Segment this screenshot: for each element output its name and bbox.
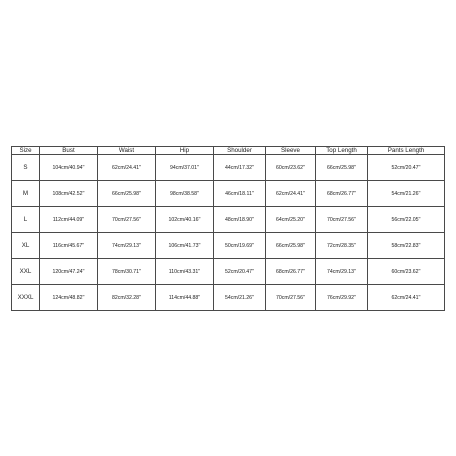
sleeve-cell: 60cm/23.62'': [266, 155, 316, 181]
top-length-cell: 72cm/28.35'': [316, 233, 368, 259]
header-size: Size: [12, 147, 40, 155]
header-sleeve: Sleeve: [266, 147, 316, 155]
bust-cell: 104cm/40.94'': [40, 155, 98, 181]
table-row: [12, 207, 445, 233]
header-shoulder: Shoulder: [214, 147, 266, 155]
shoulder-cell: 54cm/21.26'': [214, 285, 266, 311]
pants-length-cell: 62cm/24.41'': [368, 285, 445, 311]
header-hip: Hip: [156, 147, 214, 155]
table-row: [12, 155, 445, 181]
bust-cell: 108cm/42.52'': [40, 181, 98, 207]
waist-cell: 82cm/32.28'': [98, 285, 156, 311]
hip-cell: 98cm/38.58'': [156, 181, 214, 207]
shoulder-cell: 52cm/20.47'': [214, 259, 266, 285]
header-bust: Bust: [40, 147, 98, 155]
shoulder-cell: 44cm/17.32'': [214, 155, 266, 181]
top-length-cell: 66cm/25.98'': [316, 155, 368, 181]
size-cell: XXXL: [12, 285, 40, 311]
sleeve-cell: 70cm/27.56'': [266, 285, 316, 311]
hip-cell: 102cm/40.16'': [156, 207, 214, 233]
bust-cell: 124cm/48.82'': [40, 285, 98, 311]
waist-cell: 78cm/30.71'': [98, 259, 156, 285]
bust-cell: 120cm/47.24'': [40, 259, 98, 285]
header-row: [12, 147, 445, 155]
table-row: [12, 181, 445, 207]
size-cell: L: [12, 207, 40, 233]
top-length-cell: 74cm/29.13'': [316, 259, 368, 285]
table-row: [12, 233, 445, 259]
header-waist: Waist: [98, 147, 156, 155]
hip-cell: 106cm/41.73'': [156, 233, 214, 259]
pants-length-cell: 54cm/21.26'': [368, 181, 445, 207]
waist-cell: 74cm/29.13'': [98, 233, 156, 259]
waist-cell: 66cm/25.98'': [98, 181, 156, 207]
hip-cell: 94cm/37.01'': [156, 155, 214, 181]
size-cell: XXL: [12, 259, 40, 285]
sleeve-cell: 62cm/24.41'': [266, 181, 316, 207]
pants-length-cell: 60cm/23.62'': [368, 259, 445, 285]
pants-length-cell: 52cm/20.47'': [368, 155, 445, 181]
hip-cell: 114cm/44.88'': [156, 285, 214, 311]
bust-cell: 116cm/45.67'': [40, 233, 98, 259]
table-row: [12, 259, 445, 285]
sleeve-cell: 66cm/25.98'': [266, 233, 316, 259]
size-chart-table: [11, 146, 445, 311]
size-cell: S: [12, 155, 40, 181]
top-length-cell: 70cm/27.56'': [316, 207, 368, 233]
top-length-cell: 68cm/26.77'': [316, 181, 368, 207]
table-row: [12, 285, 445, 311]
waist-cell: 62cm/24.41'': [98, 155, 156, 181]
size-cell: XL: [12, 233, 40, 259]
pants-length-cell: 56cm/22.05'': [368, 207, 445, 233]
header-pants-length: Pants Length: [368, 147, 445, 155]
bust-cell: 112cm/44.09'': [40, 207, 98, 233]
top-length-cell: 76cm/29.92'': [316, 285, 368, 311]
sleeve-cell: 64cm/25.20'': [266, 207, 316, 233]
waist-cell: 70cm/27.56'': [98, 207, 156, 233]
shoulder-cell: 46cm/18.11'': [214, 181, 266, 207]
size-cell: M: [12, 181, 40, 207]
shoulder-cell: 48cm/18.90'': [214, 207, 266, 233]
hip-cell: 110cm/43.31'': [156, 259, 214, 285]
shoulder-cell: 50cm/19.69'': [214, 233, 266, 259]
sleeve-cell: 68cm/26.77'': [266, 259, 316, 285]
pants-length-cell: 58cm/22.83'': [368, 233, 445, 259]
header-top-length: Top Length: [316, 147, 368, 155]
